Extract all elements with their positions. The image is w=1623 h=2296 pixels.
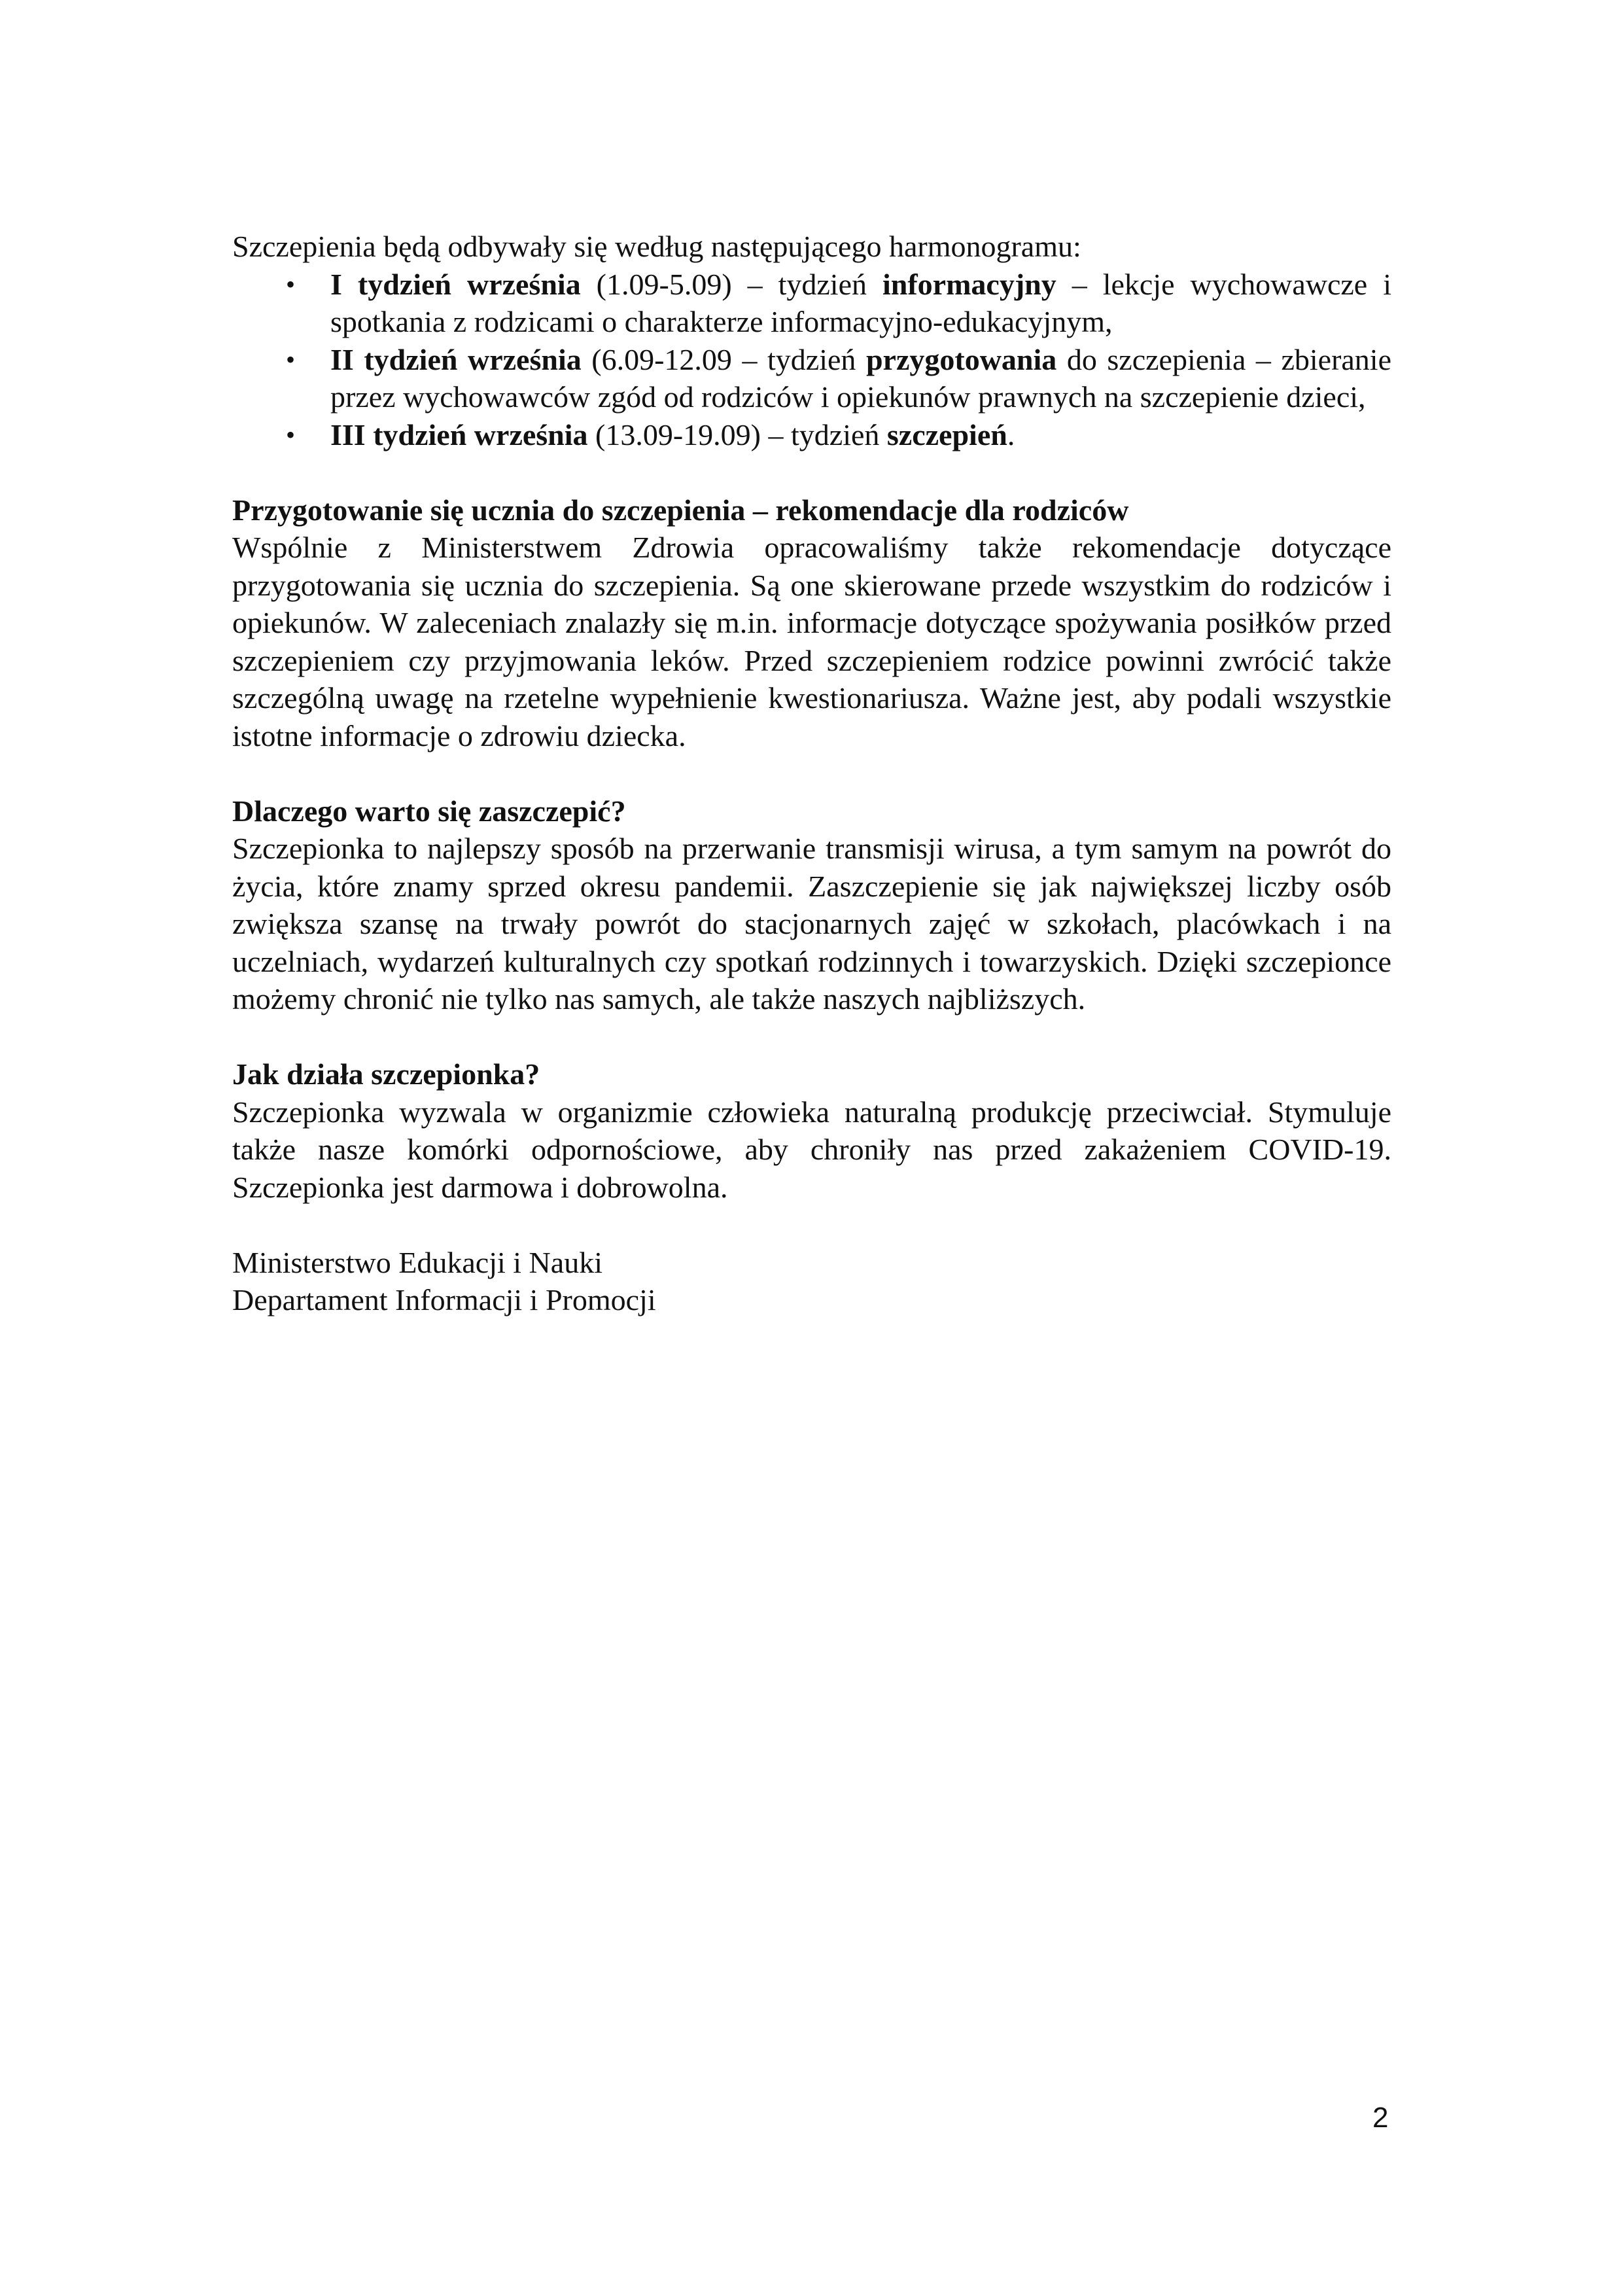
- vaccination-schedule-list: [232, 266, 1391, 454]
- section-heading: Dlaczego warto się zaszczepić?: [232, 794, 626, 828]
- schedule-description: – lekcje wychowawcze i spotkania z rodzicami o charakterze informacyjno-edukacyjnym,: [330, 267, 1391, 338]
- section-student-preparation: [232, 491, 1391, 755]
- page-number: 2: [1372, 2102, 1389, 2134]
- spacer: [232, 1206, 1391, 1244]
- section-heading: Jak działa szczepionka?: [232, 1057, 540, 1091]
- section-body: Wspólnie z Ministerstwem Zdrowia opracowaliśmy także rekomendacje dotyczące przygotowania się ucznia do szczepienia. Są one skierowane przede wszystkim do rodziców i opiekunów. W zaleceniach znalazły się m.in. informacje dotyczące spożywania posiłków przed szczepieniem czy przyjmowania leków. Przed szczepieniem rodzice powinni zwrócić także szczególną uwagę na rzetelne wypełnienie kwestionariusza. Ważne jest, aby podali wszystkie istotne informacje o zdrowiu dziecka.: [232, 531, 1391, 752]
- schedule-week-type: informacyjny: [882, 267, 1056, 301]
- schedule-item-week-2: [232, 341, 1391, 416]
- section-heading: Przygotowanie się ucznia do szczepienia – rekomendacje dla rodziców: [232, 493, 1129, 527]
- schedule-week-type: szczepień: [886, 417, 1007, 451]
- document-page: [232, 228, 1391, 1319]
- signature-department: Departament Informacji i Promocji: [232, 1283, 656, 1316]
- schedule-dates: (6.09-12.09 – tydzień: [581, 342, 866, 376]
- bullet-icon: •: [286, 344, 296, 374]
- signature-ministry: Ministerstwo Edukacji i Nauki: [232, 1245, 602, 1279]
- bullet-icon: •: [286, 419, 296, 450]
- spacer: [232, 754, 1391, 792]
- signature-block: [232, 1244, 1391, 1319]
- schedule-week-label: II tydzień września: [330, 342, 582, 376]
- schedule-item-week-1: [232, 266, 1391, 341]
- schedule-week-label: III tydzień września: [330, 417, 588, 451]
- section-body: Szczepionka to najlepszy sposób na przerwanie transmisji wirusa, a tym samym na powrót do życia, które znamy sprzed okresu pandemii. Zaszczepienie się jak największej liczby osób zwiększa szansę na trwały powrót do stacjonarnych zajęć w szkołach, placówkach i na uczelniach, wydarzeń kulturalnych czy spotkań rodzinnych i towarzyskich. Dzięki szczepionce możemy chronić nie tylko nas samych, ale także naszych najbliższych.: [232, 832, 1391, 1016]
- schedule-description: .: [1007, 417, 1015, 451]
- schedule-description: do szczepienia – zbieranie przez wychowawców zgód od rodziców i opiekunów prawnych na szczepienie dzieci,: [330, 342, 1392, 414]
- schedule-dates: (1.09-5.09) – tydzień: [580, 267, 882, 301]
- bullet-icon: •: [286, 269, 296, 299]
- schedule-week-label: I tydzień września: [330, 267, 581, 301]
- schedule-item-week-3: [232, 416, 1391, 454]
- section-how-vaccine-works: [232, 1055, 1391, 1206]
- spacer: [232, 453, 1391, 491]
- section-body: Szczepionka wyzwala w organizmie człowieka naturalną produkcję przeciwciał. Stymuluje także nasze komórki odpornościowe, aby chroniły nas przed zakażeniem COVID-19. Szczepionka jest darmowa i dobrowolna.: [232, 1095, 1391, 1204]
- schedule-dates: (13.09-19.09) – tydzień: [587, 417, 887, 451]
- spacer: [232, 1018, 1391, 1056]
- intro-text: Szczepienia będą odbywały się według następującego harmonogramu:: [232, 230, 1081, 263]
- schedule-week-type: przygotowania: [865, 342, 1057, 376]
- section-why-vaccinate: [232, 792, 1391, 1018]
